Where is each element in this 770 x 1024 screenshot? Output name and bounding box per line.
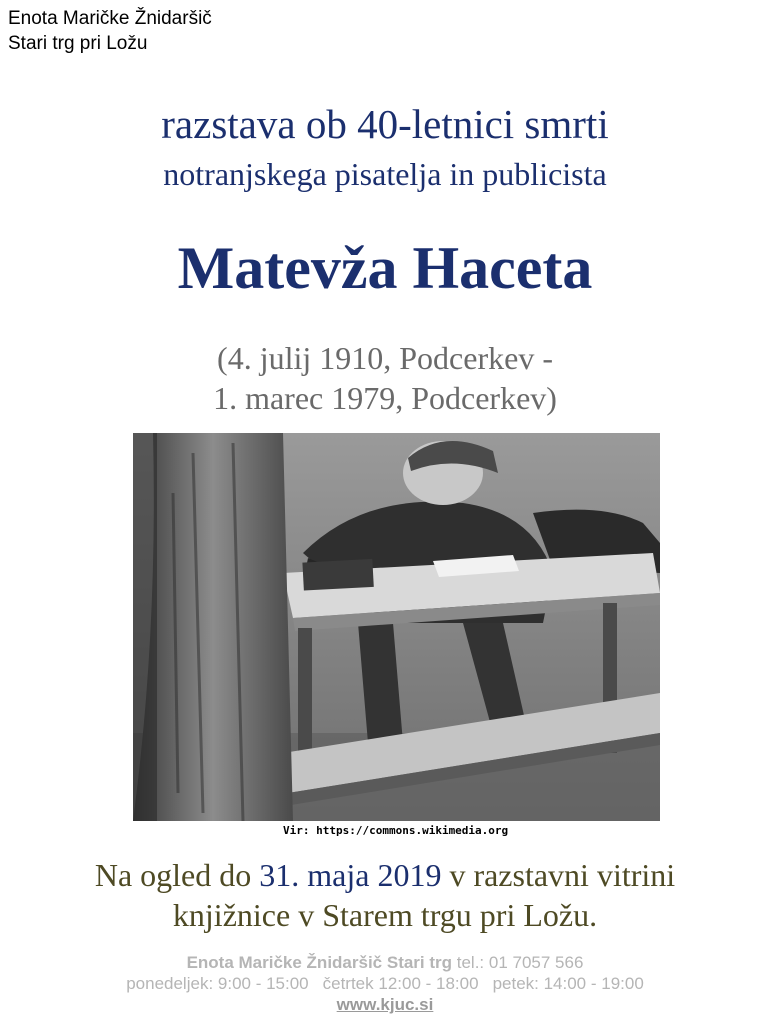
exhibit-info — [0, 855, 770, 935]
header-location: Stari trg pri Ložu — [8, 33, 148, 54]
exhibition-title: razstava ob 40-letnici smrti — [161, 101, 609, 147]
exhibit-suffix: v razstavni vitrini — [441, 857, 676, 893]
life-dates — [0, 338, 770, 418]
footer-phone: tel.: 01 7057 566 — [452, 953, 584, 972]
exhibit-prefix: Na ogled do — [94, 857, 260, 893]
author-name: Matevža Haceta — [177, 235, 593, 301]
birth-date: (4. julij 1910, Podcerkev - — [217, 340, 553, 376]
photo-credit: Vir: https://commons.wikimedia.org — [283, 824, 509, 837]
hours-monday: ponedeljek: 9:00 - 15:00 — [126, 974, 309, 993]
exhibit-end-date: 31. maja 2019 — [259, 857, 442, 893]
hours-friday: petek: 14:00 - 19:00 — [492, 974, 644, 993]
hours-thursday: četrtek 12:00 - 18:00 — [322, 974, 479, 993]
footer-hours — [0, 973, 770, 994]
exhibition-subtitle: notranjskega pisatelja in publicista — [163, 156, 607, 192]
header-block — [8, 6, 212, 56]
death-date: 1. marec 1979, Podcerkev) — [213, 380, 557, 416]
header-org-name: Enota Maričke Žnidaršič — [8, 8, 212, 29]
exhibit-line-1 — [0, 855, 770, 895]
exhibit-line-2: knjižnice v Starem trgu pri Ložu. — [172, 897, 598, 933]
footer — [0, 952, 770, 1015]
author-photo — [133, 433, 660, 821]
footer-contact — [0, 952, 770, 973]
footer-org: Enota Maričke Žnidaršič Stari trg — [186, 953, 453, 972]
photo-writer-at-table-icon — [133, 433, 660, 821]
website-link[interactable]: www.kjuc.si — [336, 995, 434, 1014]
